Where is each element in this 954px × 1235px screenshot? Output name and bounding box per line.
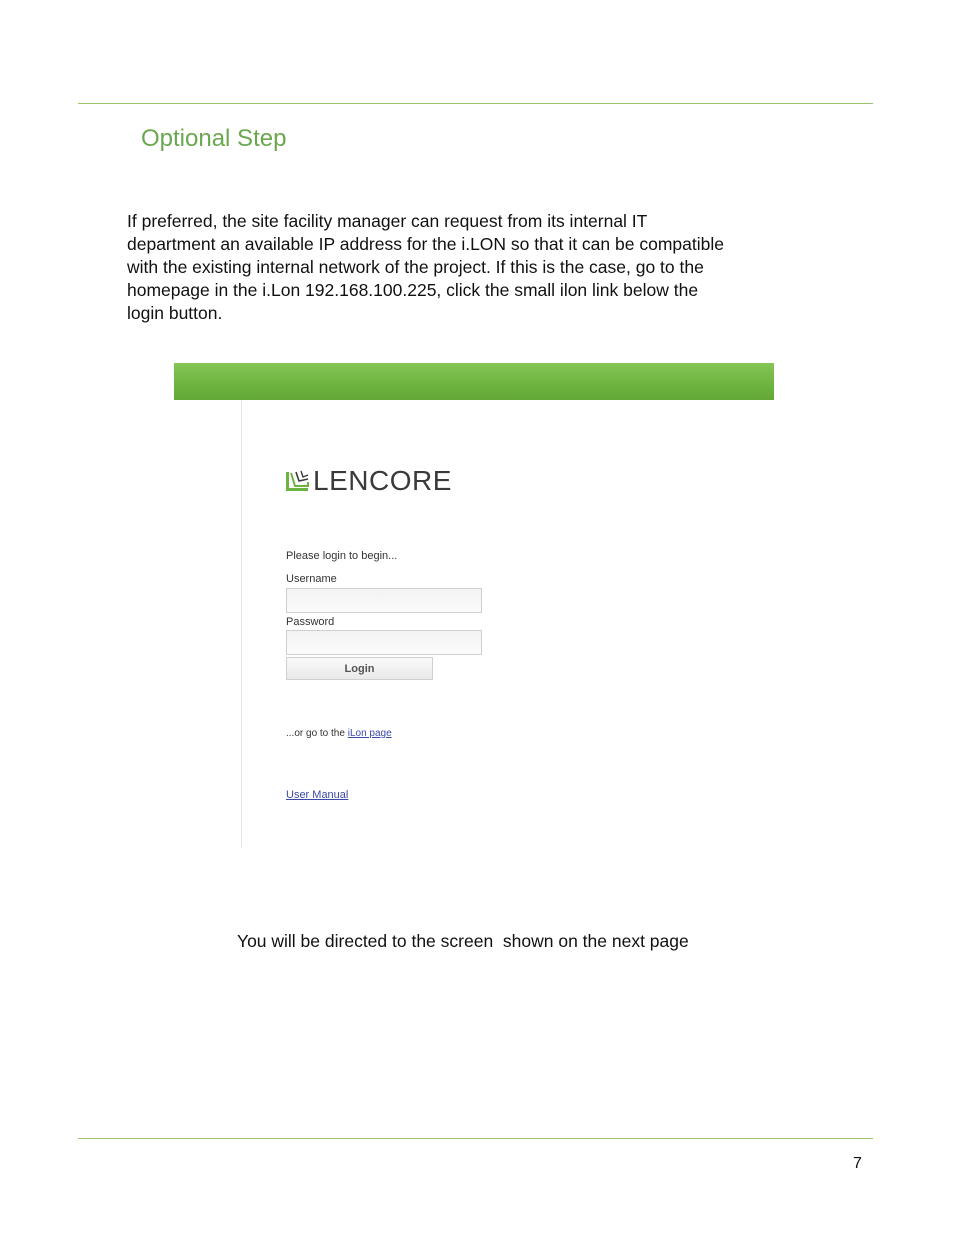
user-manual-link[interactable]: User Manual [286, 789, 349, 801]
lencore-logo-icon [286, 469, 310, 493]
header-rule [78, 103, 873, 104]
ilon-page-link[interactable]: iLon page [347, 728, 392, 739]
ilon-prefix: ...or go to the [286, 728, 348, 739]
header-bar [174, 363, 774, 400]
lencore-logo [286, 465, 452, 497]
ilon-line [286, 728, 392, 739]
login-prompt: Please login to begin... [286, 550, 398, 562]
sidebar-divider [241, 400, 242, 848]
username-input[interactable] [286, 588, 482, 613]
section-title: Optional Step [141, 125, 287, 152]
password-input[interactable] [286, 630, 482, 655]
closing-text: You will be directed to the screen shown on the next page [237, 931, 689, 951]
username-label: Username [286, 573, 337, 585]
intro-paragraph: If preferred, the site facility manager can request from its internal IT department an available IP address for the i.LON so that it can be compatible with the existing internal network of the project. If this is the case, go to the homepage in the i.Lon 192.168.100.225, click the small ilon link below the login button. [127, 211, 724, 323]
password-label: Password [286, 616, 335, 628]
footer-rule [78, 1138, 873, 1139]
login-screenshot [174, 363, 774, 849]
logo-wordmark: LENCORE [313, 465, 452, 496]
login-button[interactable]: Login [286, 657, 433, 680]
page-number: 7 [853, 1155, 862, 1172]
